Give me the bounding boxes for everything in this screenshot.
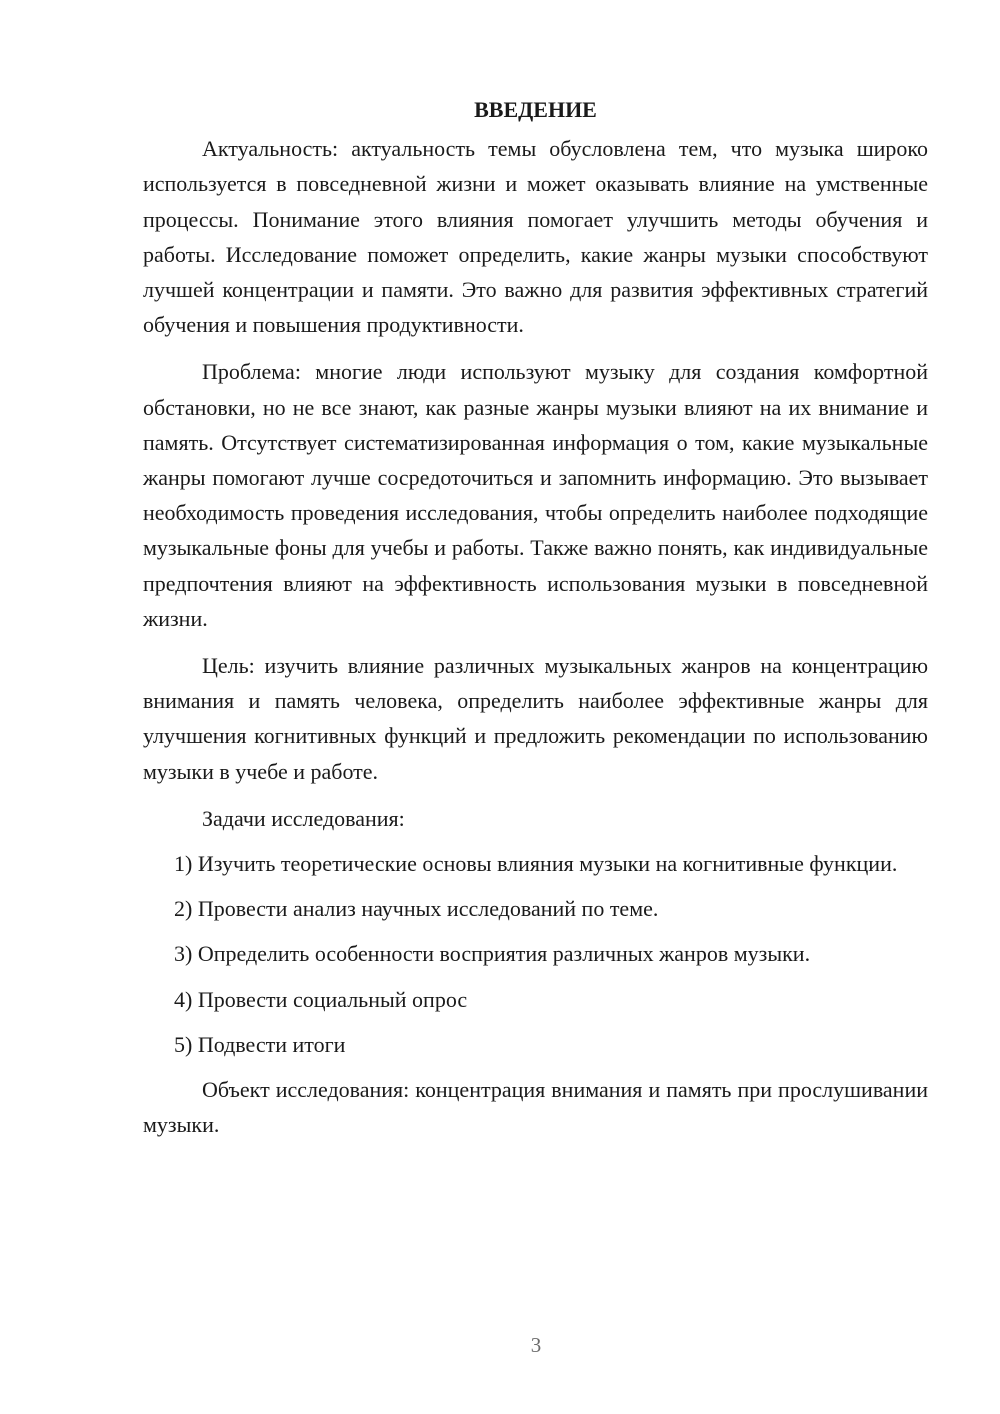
object-paragraph: Объект исследования: концентрация внимания и память при прослушивании музыки. [143, 1077, 928, 1138]
task-item-3: 3) Определить особенности восприятия различных жанров музыки. [174, 941, 811, 967]
page-content [143, 92, 928, 1154]
task-item-2: 2) Провести анализ научных исследований по теме. [174, 896, 659, 922]
page-number: 3 [530, 1333, 542, 1357]
task-item-1: 1) Изучить теоретические основы влияния музыки на когнитивные функции. [174, 851, 898, 877]
task-item-5: 5) Подвести итоги [174, 1031, 346, 1057]
task-item-4: 4) Провести социальный опрос [174, 986, 468, 1012]
page-title: ВВЕДЕНИЕ [474, 97, 597, 122]
goal-paragraph: Цель: изучить влияние различных музыкальных жанров на концентрацию внимания и память человека, определить наиболее эффективные жанры для улучшения когнитивных функций и предложить рекомендации по использованию музыки в учебе и работе. [143, 653, 928, 784]
problem-paragraph: Проблема: многие люди используют музыку для создания комфортной обстановки, но не все знают, как разные жанры музыки влияют на их внимание и память. Отсутствует систематизированная информация о том, какие музыкальные жанры помогают лучше сосредоточиться и запомнить информацию. Это вызывает необходимость проведения исследования, чтобы определить наиболее подходящие музыкальные фоны для учебы и работы. Также важно понять, как индивидуальные предпочтения влияют на эффективность использования музыки в повседневной жизни. [143, 359, 928, 631]
relevance-paragraph: Актуальность: актуальность темы обусловлена тем, что музыка широко используется в повседневной жизни и может оказывать влияние на умственные процессы. Понимание этого влияния помогает улучшить методы обучения и работы. Исследование поможет определить, какие жанры музыки способствуют лучшей концентрации и памяти. Это важно для развития эффективных стратегий обучения и повышения продуктивности. [143, 136, 928, 338]
tasks-heading: Задачи исследования: [202, 805, 405, 831]
